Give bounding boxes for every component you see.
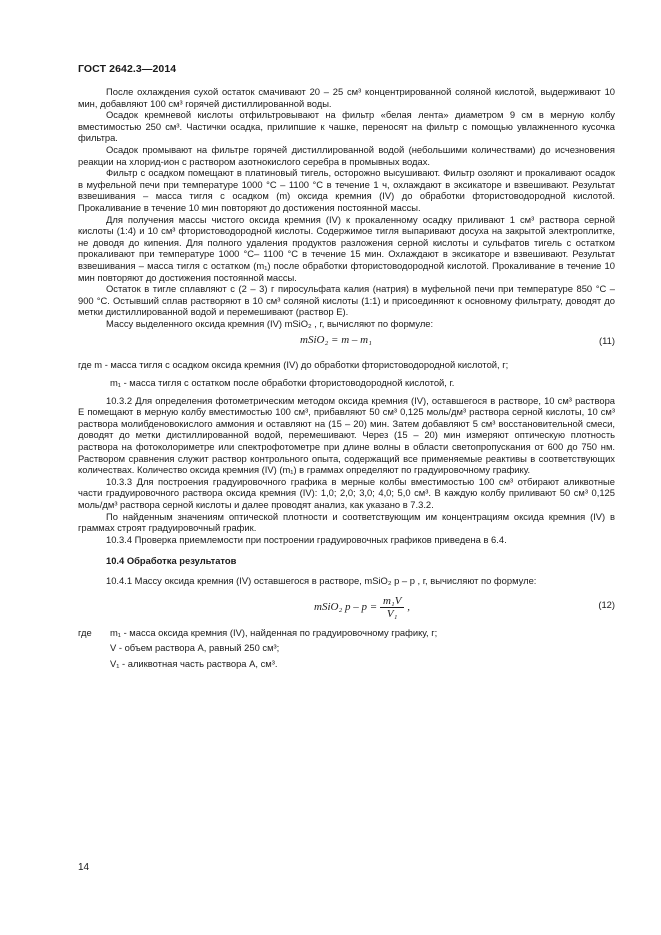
formula-11: [78, 329, 615, 359]
paragraph-10-3-2: 10.3.2 Для определения фотометрическим методом оксида кремния (IV), оставшегося в растворе, 10 см³ раствора Е помещают в мерную колбу вместимостью 100 см³, прибавляют 50 см³ 0,125 моль/дм³ раствора серной кислоты, 10 см³ раствора молибденовокислого аммония и оставляют на (15 – 20) мин. Затем добавляют 5 см³ восстановительной смеси, доводят до метки дистиллированной водой, перемешивают. Через (15 – 20) мин измеряют оптическую плотность раствора на фотоколориметре или спектрофотометре при длине волны в области светопропускания от 600 до 750 нм. Раствором сравнения служит раствор контрольного опыта, содержащий все применяемые реактивы в соответствующих количествах. Количество оксида кремния (IV) (m₁) в граммах определяют по градуировочному графику.: [78, 394, 615, 476]
where-12-m1: [78, 627, 615, 639]
formula-12: [78, 587, 615, 627]
paragraph-10-3-3: 10.3.3 Для построения градуировочного графика в мерные колбы вместимостью 100 см³ отбирают аликвотные части градуировочного раствора оксида кремния (IV): 1,0; 2,0; 3,0; 4,0; 5,0 см³. В каждую колбу приливают 50 см³ 0,125 моль/дм³ раствора серной кислоты и далее проводят анализ, как указано в 7.3.2.: [78, 475, 615, 510]
where-12-v1: V₁ - аликвотная часть раствора А, см³.: [110, 657, 278, 669]
where-m1: m₁ - масса тигля с остатком после обработки фтористоводородной кислотой, г.: [110, 377, 455, 389]
where-label: где: [78, 626, 92, 638]
standard-header: ГОСТ 2642.3—2014: [78, 63, 177, 75]
formula-12-denominator: V₁: [386, 607, 398, 620]
formula-12-lhs: mSiO₂ р – р =: [314, 600, 378, 613]
paragraph: По найденным значениям оптической плотности и соответствующим им концентрациям оксида кремния (IV) в граммах строят градуировочный график.: [78, 510, 615, 534]
formula-11-expression: mSiO₂ = m – m₁: [300, 334, 372, 347]
formula-12-expression: mSiO₂ р – р = $\frac{\text{m₁V}}{\text{V₁}}$ ,: [314, 594, 410, 620]
where-12-v: V - объем раствора А, равный 250 см³;: [110, 642, 280, 654]
formula-12-number: (12): [598, 598, 615, 610]
section-heading-10-4: 10.4 Обработка результатов: [106, 555, 237, 567]
page-number: 14: [78, 862, 90, 873]
where-m: где m - масса тигля с осадком оксида кремния (IV) до обработки фтористоводородной кислотой, г;: [78, 359, 509, 371]
paragraph: Для получения массы чистого оксида кремния (IV) к прокаленному осадку приливают 1 см³ раствора серной кислоты (1:4) и 10 см³ фтористоводородной кислоты. Содержимое тигля выпаривают досуха на закрытой электроплитке, не доводя до кипения. Для полного удаления продуктов разложения серной кислоты и сульфатов тигель с остатком прокаливают при температуре 1000 °С– 1100 °С в течение 15 мин. Охлаждают в эксикаторе и взвешивают. Результат взвешивания – масса тигля с остатком (m₁) после обработки фтористоводородной кислотой. Прокаливание в течение 10 мин повторяют до достижения постоянной массы.: [78, 213, 615, 283]
paragraph: Осадок промывают на фильтре горячей дистиллированной водой (небольшими количествами) до исчезновения реакции на хлорид-ион с раствором азотнокислого серебра в промывных водах.: [78, 143, 615, 167]
paragraph: После охлаждения сухой остаток смачивают 20 – 25 см³ концентрированной соляной кислотой, выдерживают 10 мин, добавляют 100 см³ горячей дистиллированной воды.: [78, 86, 615, 109]
paragraph: Осадок кремневой кислоты отфильтровывают на фильтр «белая лента» диаметром 9 см в мерную колбу вместимостью 250 см³. Частички осадка, прилипшие к чашке, переносят на фильтр с помощью увлажненного кусочка фильтра.: [78, 109, 615, 144]
formula-12-numerator: m₁V: [380, 595, 405, 608]
paragraph: Остаток в тигле сплавляют с (2 – 3) г пиросульфата калия (натрия) в муфельной печи при температуре 850 °С – 900 °С. Остывший сплав растворяют в 10 см³ соляной кислоты (1:1) и присоединяют к основному фильтрату, доводят до метки дистиллированной водой и перемешивают (раствор Е).: [78, 283, 615, 318]
where-12-m1-text: m₁ - масса оксида кремния (IV), найденная по градуировочному графику, г;: [110, 626, 438, 638]
paragraph: Фильтр с осадком помещают в платиновый тигель, осторожно высушивают. Фильтр озоляют и прокаливают осадок в муфельной печи при температуре 1000 °С – 1100 °С в течение 1 ч, охлаждают в эксикаторе и взвешивают. Результат взвешивания – масса тигля с осадком (m) оксида кремния (IV) до обработки фтористоводородной кислотой. Прокаливание в течение 10 мин повторяют до достижения постоянной массы.: [78, 167, 615, 213]
paragraph-10-3-4: 10.3.4 Проверка приемлемости при построении градуировочных графиков приведена в 6.4.: [106, 533, 507, 545]
formula-11-number: (11): [599, 335, 615, 347]
paragraph-10-4-1: 10.4.1 Массу оксида кремния (IV) оставшегося в растворе, mSiO₂ р – р , г, вычисляют по формуле:: [106, 574, 537, 586]
document-body: [78, 86, 615, 669]
formula-12-fraction: [380, 595, 405, 620]
paragraph: Массу выделенного оксида кремния (IV) mSiO₂ , г, вычисляют по формуле:: [106, 317, 434, 329]
